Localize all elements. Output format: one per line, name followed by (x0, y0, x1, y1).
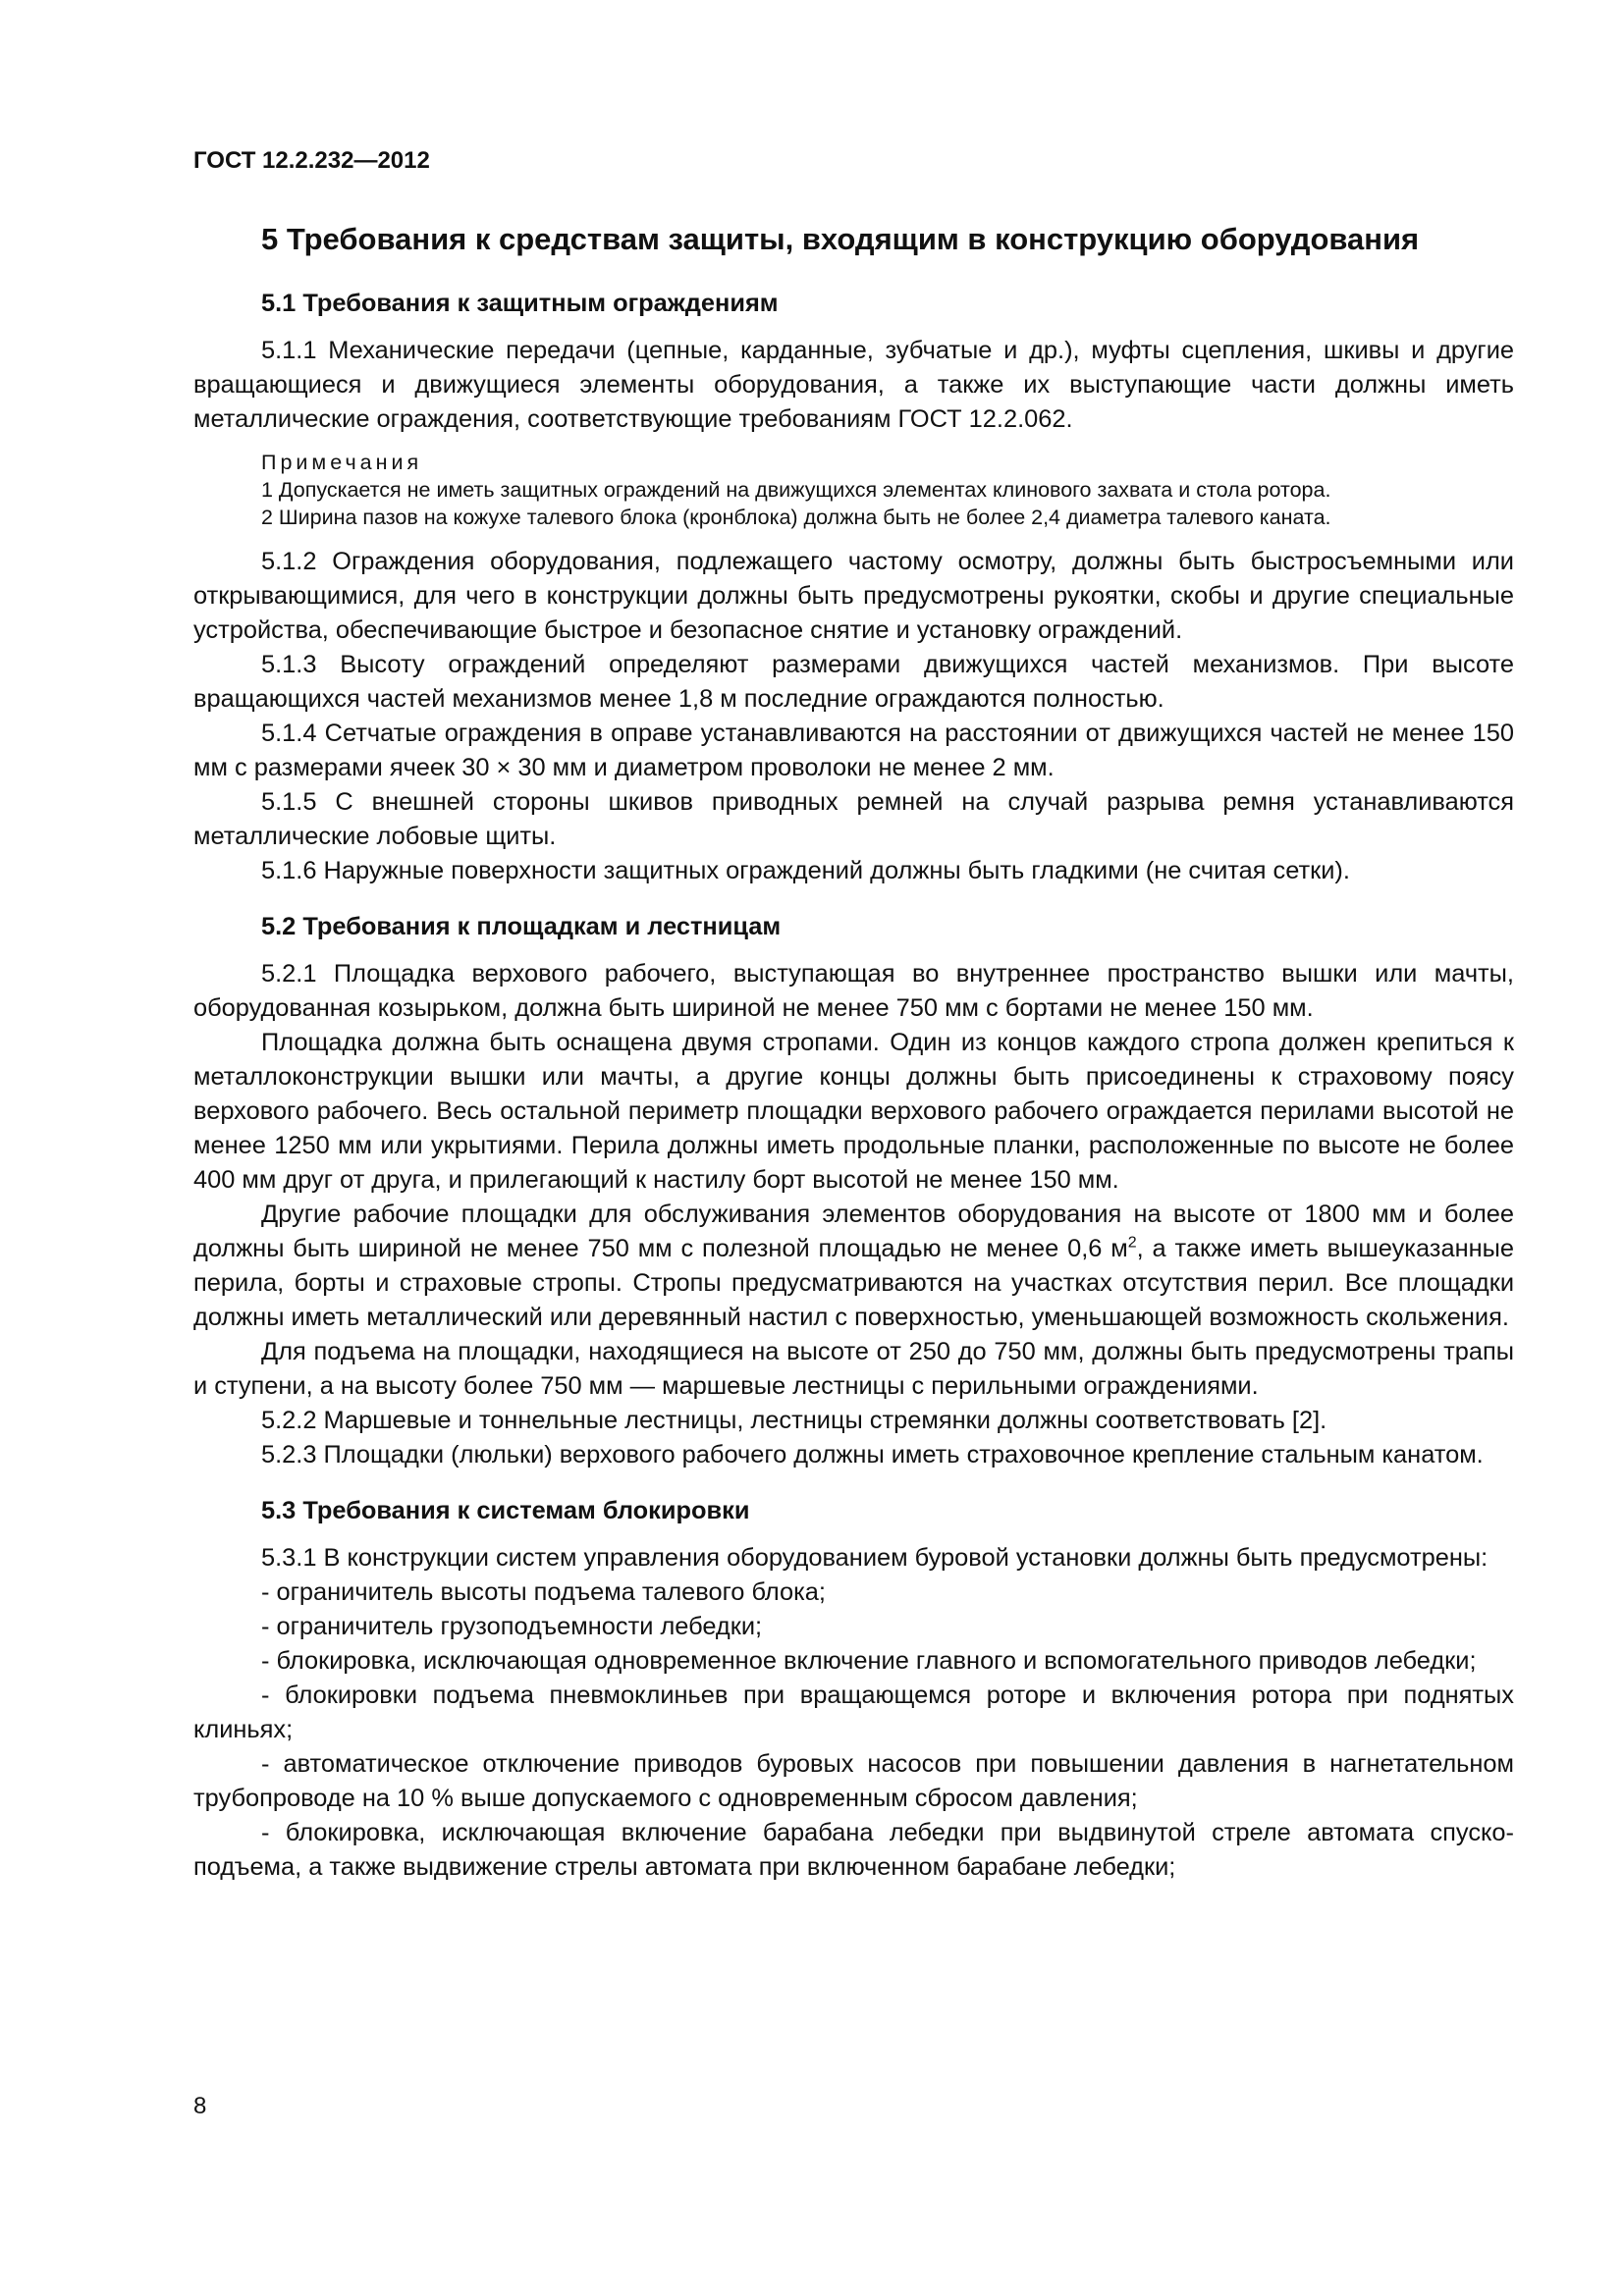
paragraph-5-2-2: 5.2.2 Маршевые и тоннельные лестницы, лестницы стремянки должны соответствовать [2]. (261, 1407, 1327, 1434)
list-item: - ограничитель высоты подъема талевого блока; (261, 1578, 826, 1606)
text-segment: , а также иметь вышеуказанные перила, борты и страховые стропы. Стропы предусматриваются на участках отсутствия перил. Все площадки должны иметь металлический или деревянный настил с поверхностью, уменьшающей возможность скольжения. (193, 1235, 1514, 1331)
list-item: - автоматическое отключение приводов буровых насосов при повышении давления в нагнетательном трубопроводе на 10 % выше допускаемого с одновременным сбросом давления; (193, 1750, 1514, 1812)
list-item: - ограничитель грузоподъемности лебедки; (261, 1613, 763, 1640)
subsection-title-5-2: 5.2 Требования к площадкам и лестницам (261, 913, 782, 940)
document-code: ГОСТ 12.2.232—2012 (193, 147, 430, 174)
paragraph-platform-straps: Площадка должна быть оснащена двумя стропами. Один из концов каждого стропа должен крепиться к металлоконструкции вышки или мачты, а другие концы должны быть присоединены к страховому поясу верхового рабочего. Весь остальной периметр площадки верхового рабочего ограждается перилами высотой не менее 1250 мм или укрытиями. Перила должны иметь продольные планки, расположенные по высоте не более 400 мм друг от друга, и прилегающий к настилу борт высотой не менее 150 мм. (193, 1029, 1514, 1194)
list-item: - блокировки подъема пневмоклиньев при вращающемся роторе и включения ротора при поднятых клиньях; (193, 1682, 1514, 1743)
paragraph-5-1-5: 5.1.5 С внешней стороны шкивов приводных ремней на случай разрыва ремня устанавливаются металлические лобовые щиты. (193, 788, 1514, 850)
superscript: 2 (1127, 1234, 1137, 1252)
paragraph-5-1-3: 5.1.3 Высоту ограждений определяют размерами движущихся частей механизмов. При высоте вращающихся частей механизмов менее 1,8 м последние ограждаются полностью. (193, 651, 1514, 713)
note-1: 1 Допускается не иметь защитных ограждений на движущихся элементах клинового захвата и стола ротора. (261, 478, 1331, 502)
paragraph-5-2-1: 5.2.1 Площадка верхового рабочего, выступающая во внутреннее пространство вышки или мачты, оборудованная козырьком, должна быть шириной не менее 750 мм с бортами не менее 150 мм. (193, 960, 1514, 1022)
paragraph-other-platforms (193, 1198, 1514, 1335)
document-body (193, 287, 1514, 1885)
text-segment: Другие рабочие площадки для обслуживания элементов оборудования на высоте от 1800 мм и более должны быть шириной не менее 750 мм с полезной площадью не менее 0,6 м (193, 1201, 1514, 1262)
subsection-title-5-1: 5.1 Требования к защитным ограждениям (261, 290, 779, 317)
paragraph-5-2-3: 5.2.3 Площадки (люльки) верхового рабочего должны иметь страховочное крепление стальным канатом. (261, 1441, 1484, 1468)
list-item: - блокировка, исключающая одновременное включение главного и вспомогательного приводов лебедки; (261, 1647, 1477, 1675)
paragraph-5-1-4: 5.1.4 Сетчатые ограждения в оправе устанавливаются на расстоянии от движущихся частей не менее 150 мм с размерами ячеек 30 × 30 мм и диаметром проволоки не менее 2 мм. (193, 720, 1514, 781)
paragraph-ladders: Для подъема на площадки, находящиеся на высоте от 250 до 750 мм, должны быть предусмотрены трапы и ступени, а на высоту более 750 мм — маршевые лестницы с перильными ограждениями. (193, 1338, 1514, 1400)
paragraph-5-3-1: 5.3.1 В конструкции систем управления оборудованием буровой установки должны быть предусмотрены: (261, 1544, 1489, 1572)
page-number: 8 (193, 2093, 207, 2119)
list-item: - блокировка, исключающая включение барабана лебедки при выдвинутой стреле автомата спуско-подъема, а также выдвижение стрелы автомата при включенном барабане лебедки; (193, 1819, 1514, 1881)
notes-title: Примечания (261, 451, 423, 474)
note-2: 2 Ширина пазов на кожухе талевого блока (кронблока) должна быть не более 2,4 диаметра талевого каната. (261, 506, 1331, 529)
paragraph-5-1-1: 5.1.1 Механические передачи (цепные, карданные, зубчатые и др.), муфты сцепления, шкивы и другие вращающиеся и движущиеся элементы оборудования, а также их выступающие части должны иметь металлические ограждения, соответствующие требованиям ГОСТ 12.2.062. (193, 337, 1514, 433)
section-title: 5 Требования к средствам защиты, входящим в конструкцию оборудования (261, 222, 1420, 256)
notes-block (193, 449, 1514, 531)
subsection-title-5-3: 5.3 Требования к системам блокировки (261, 1497, 750, 1524)
paragraph-5-1-2: 5.1.2 Ограждения оборудования, подлежащего частому осмотру, должны быть быстросъемными или открывающимися, для чего в конструкции должны быть предусмотрены рукоятки, скобы и другие специальные устройства, обеспечивающие быстрое и безопасное снятие и установку ограждений. (193, 548, 1514, 644)
paragraph-5-1-6: 5.1.6 Наружные поверхности защитных ограждений должны быть гладкими (не считая сетки). (261, 857, 1350, 884)
